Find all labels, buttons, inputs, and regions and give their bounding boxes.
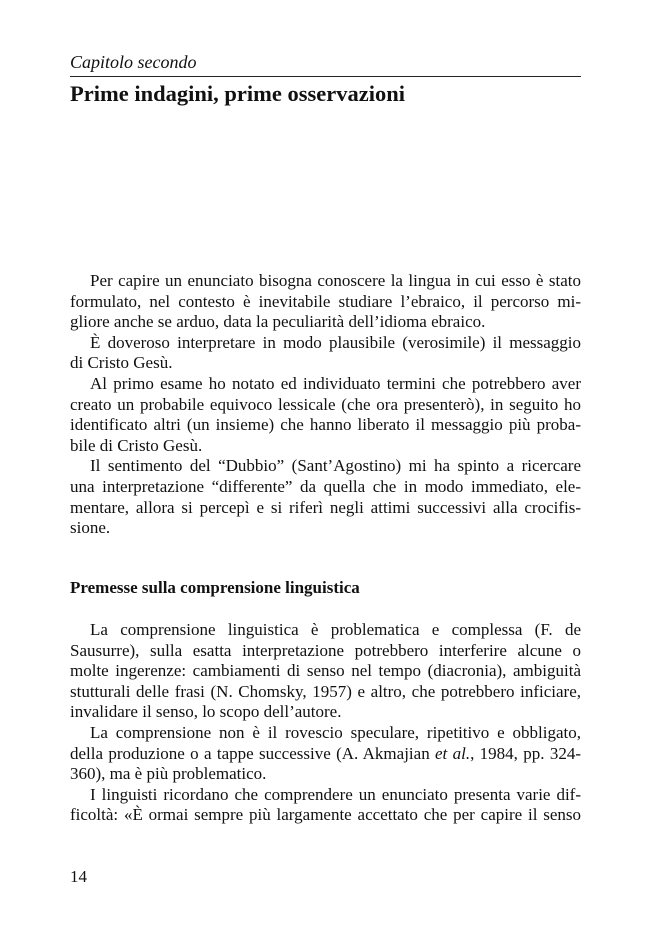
paragraph	[70, 456, 581, 538]
text-line: invalidare il senso, lo scopo dell’autore.	[70, 702, 342, 722]
text-line	[70, 744, 581, 765]
text-line: creato un probabile equivoco lessicale (che ora presenterò), in seguito ho	[70, 394, 581, 414]
page-number: 14	[70, 867, 87, 886]
text-line: 360), ma è più problematico.	[70, 764, 267, 784]
text-line: Per capire un enunciato bisogna conoscere la lingua in cui esso è stato	[90, 271, 581, 290]
text-line: gliore anche se arduo, data la peculiarità dell’idioma ebraico.	[70, 312, 486, 332]
section-heading: Premesse sulla comprensione linguistica	[70, 578, 360, 597]
text-line: La comprensione non è il rovescio speculare, ripetitivo e obbligato,	[90, 722, 581, 742]
paragraph	[70, 271, 581, 333]
body-text-section	[70, 620, 581, 826]
running-header: Capitolo secondo	[70, 52, 197, 72]
body-text-intro	[70, 271, 581, 539]
text-line: stutturali delle frasi (N. Chomsky, 1957) e altro, che potrebbero inficiare,	[70, 681, 581, 701]
text-line: sione.	[70, 518, 111, 538]
text-line: una interpretazione “differente” da quella che in modo immediato, ele-	[70, 476, 581, 496]
chapter-title: Prime indagini, prime osservazioni	[70, 81, 405, 106]
text-line: I linguisti ricordano che comprendere un enunciato presenta varie dif-	[90, 784, 581, 804]
paragraph	[70, 333, 581, 374]
paragraph	[70, 723, 581, 785]
text-line: È doveroso interpretare in modo plausibile (verosimile) il messaggio	[90, 332, 581, 352]
paragraph	[70, 374, 581, 456]
italic-text: et al.	[435, 743, 471, 763]
text-line: bile di Cristo Gesù.	[70, 435, 203, 455]
text-line: ficoltà: «È ormai sempre più largamente accettato che per capire il senso	[70, 805, 581, 825]
text-line: di Cristo Gesù.	[70, 353, 173, 373]
header-rule	[70, 76, 581, 77]
paragraph	[70, 785, 581, 826]
text-line: Sausurre), sulla esatta interpretazione potrebbero interferire alcune o	[70, 640, 581, 660]
text-line: Al primo esame ho notato ed individuato termini che potrebbero aver	[90, 373, 581, 393]
text-line: formulato, nel contesto è inevitabile studiare l’ebraico, il percorso mi-	[70, 291, 581, 311]
text-segment: della produzione o a tappe successive (A. Akmajian	[70, 743, 436, 763]
text-line: mentare, allora si percepì e si riferì negli attimi successivi alla crocifis-	[70, 497, 581, 517]
text-line: La comprensione linguistica è problematica e complessa (F. de	[90, 620, 581, 639]
text-line: identificato altri (un insieme) che hanno liberato il messaggio più proba-	[70, 415, 581, 435]
text-segment: , 1984, pp. 324-	[470, 743, 581, 763]
text-line: molte ingerenze: cambiamenti di senso nel tempo (diacronia), ambiguità	[70, 661, 581, 681]
paragraph	[70, 620, 581, 723]
text-line: Il sentimento del “Dubbio” (Sant’Agostino) mi ha spinto a ricercare	[90, 456, 581, 476]
